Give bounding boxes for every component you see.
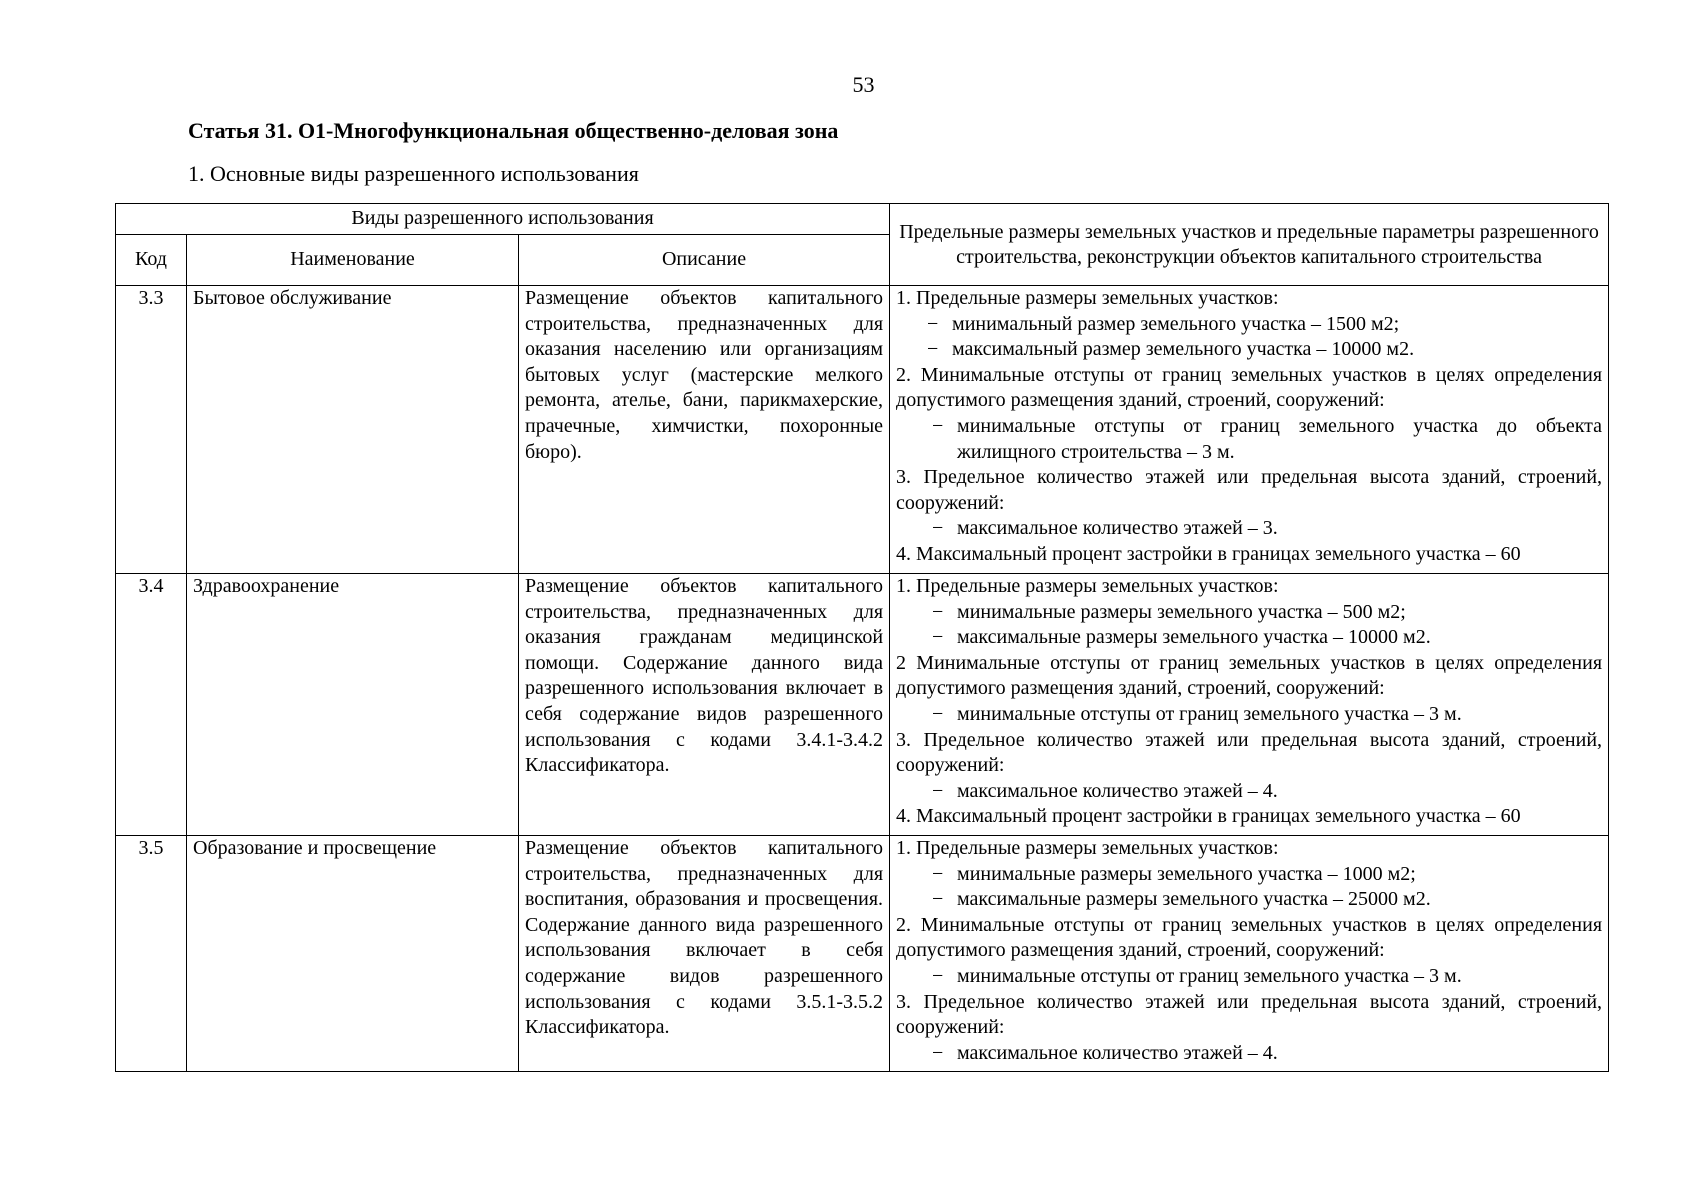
article-title: Статья 31. О1-Многофункциональная общественно-деловая зона <box>188 118 839 143</box>
param-bullet: − максимальное количество этажей – 4. <box>896 1041 1602 1067</box>
dash-icon: − <box>932 600 944 623</box>
dash-icon: − <box>932 862 944 885</box>
param-title: 1. Предельные размеры земельных участков: <box>896 575 1279 597</box>
row-description: Размещение объектов капитального строительства, предназначенных для оказания населению или организациям бытовых услуг (мастерские мелкого ремонта, ателье, бани, парикмахерские, прачечные, химчистки, похоронные бюро). <box>519 286 890 574</box>
dash-icon: − <box>932 414 944 437</box>
row-params <box>890 574 1609 836</box>
header-description: Описание <box>519 235 890 286</box>
table-row <box>116 836 1609 1072</box>
dash-icon: − <box>932 702 944 725</box>
param-title: 4. Максимальный процент застройки в границах земельного участка – 60 <box>896 805 1521 828</box>
page-number: 53 <box>852 72 875 97</box>
header-params: Предельные размеры земельных участков и предельные параметры разрешенного строительства, реконструкции объектов капитального строительства <box>890 204 1609 286</box>
row-code: 3.5 <box>116 836 187 1072</box>
row-description: Размещение объектов капитального строительства, предназначенных для оказания гражданам медицинской помощи. Содержание данного вида разрешенного использования включает в себя содержание видов разрешенного использования с кодами 3.4.1-3.4.2 Классификатора. <box>519 574 890 836</box>
header-group-permitted-uses: Виды разрешенного использования <box>116 204 890 235</box>
section-title: 1. Основные виды разрешенного использования <box>188 161 639 186</box>
row-params <box>890 836 1609 1072</box>
param-title: 4. Максимальный процент застройки в границах земельного участка – 60 <box>896 542 1521 565</box>
param-title: 2. Минимальные отступы от границ земельных участков в целях определения допустимого размещения зданий, строений, сооружений: <box>896 363 1603 412</box>
row-name: Здравоохранение <box>187 574 519 836</box>
dash-icon: − <box>927 338 939 361</box>
param-title: 2. Минимальные отступы от границ земельных участков в целях определения допустимого размещения зданий, строений, сооружений: <box>896 913 1603 962</box>
dash-icon: − <box>932 517 944 540</box>
table-row <box>116 574 1609 836</box>
param-bullet: − максимальное количество этажей – 3. <box>896 516 1602 542</box>
dash-icon: − <box>932 626 944 649</box>
param-title: 1. Предельные размеры земельных участков: <box>896 837 1279 859</box>
param-bullet: − максимальные размеры земельного участка – 10000 м2. <box>896 625 1602 651</box>
param-bullet: − максимальное количество этажей – 4. <box>896 779 1602 805</box>
param-bullet: − максимальные размеры земельного участка – 25000 м2. <box>896 887 1602 913</box>
row-code: 3.4 <box>116 574 187 836</box>
param-bullet: − минимальные размеры земельного участка – 500 м2; <box>896 600 1602 626</box>
dash-icon: − <box>932 964 944 987</box>
param-bullet: − минимальный размер земельного участка – 1500 м2; <box>896 312 1602 338</box>
dash-icon: − <box>932 1041 944 1064</box>
dash-icon: − <box>932 779 944 802</box>
param-title: 3. Предельное количество этажей или предельная высота зданий, строений, сооружений: <box>896 990 1603 1039</box>
row-name: Бытовое обслуживание <box>187 286 519 574</box>
table-row <box>116 286 1609 574</box>
row-name: Образование и просвещение <box>187 836 519 1072</box>
header-code: Код <box>116 235 187 286</box>
param-title: 3. Предельное количество этажей или предельная высота зданий, строений, сооружений: <box>896 466 1603 514</box>
param-title: 3. Предельное количество этажей или предельная высота зданий, строений, сооружений: <box>896 728 1603 777</box>
header-name: Наименование <box>187 235 519 286</box>
param-bullet: − минимальные размеры земельного участка – 1000 м2; <box>896 862 1602 888</box>
param-bullet: − минимальные отступы от границ земельного участка – 3 м. <box>896 702 1602 728</box>
row-description: Размещение объектов капитального строительства, предназначенных для воспитания, образования и просвещения. Содержание данного вида разрешенного использования включает в себя содержание видов разрешенного использования с кодами 3.5.1-3.5.2 Классификатора. <box>519 836 890 1072</box>
param-bullet: − минимальные отступы от границ земельного участка до объекта жилищного строительства – 3 м. <box>932 414 1603 463</box>
row-params <box>890 286 1609 574</box>
param-bullet: − максимальный размер земельного участка – 10000 м2. <box>896 337 1602 363</box>
permitted-use-table <box>115 203 1609 1072</box>
dash-icon: − <box>927 312 939 335</box>
param-title: 2 Минимальные отступы от границ земельных участков в целях определения допустимого размещения зданий, строений, сооружений: <box>896 651 1603 700</box>
dash-icon: − <box>932 888 944 911</box>
param-title: 1. Предельные размеры земельных участков: <box>896 287 1279 309</box>
param-bullet: − минимальные отступы от границ земельного участка – 3 м. <box>896 964 1602 990</box>
row-code: 3.3 <box>116 286 187 574</box>
